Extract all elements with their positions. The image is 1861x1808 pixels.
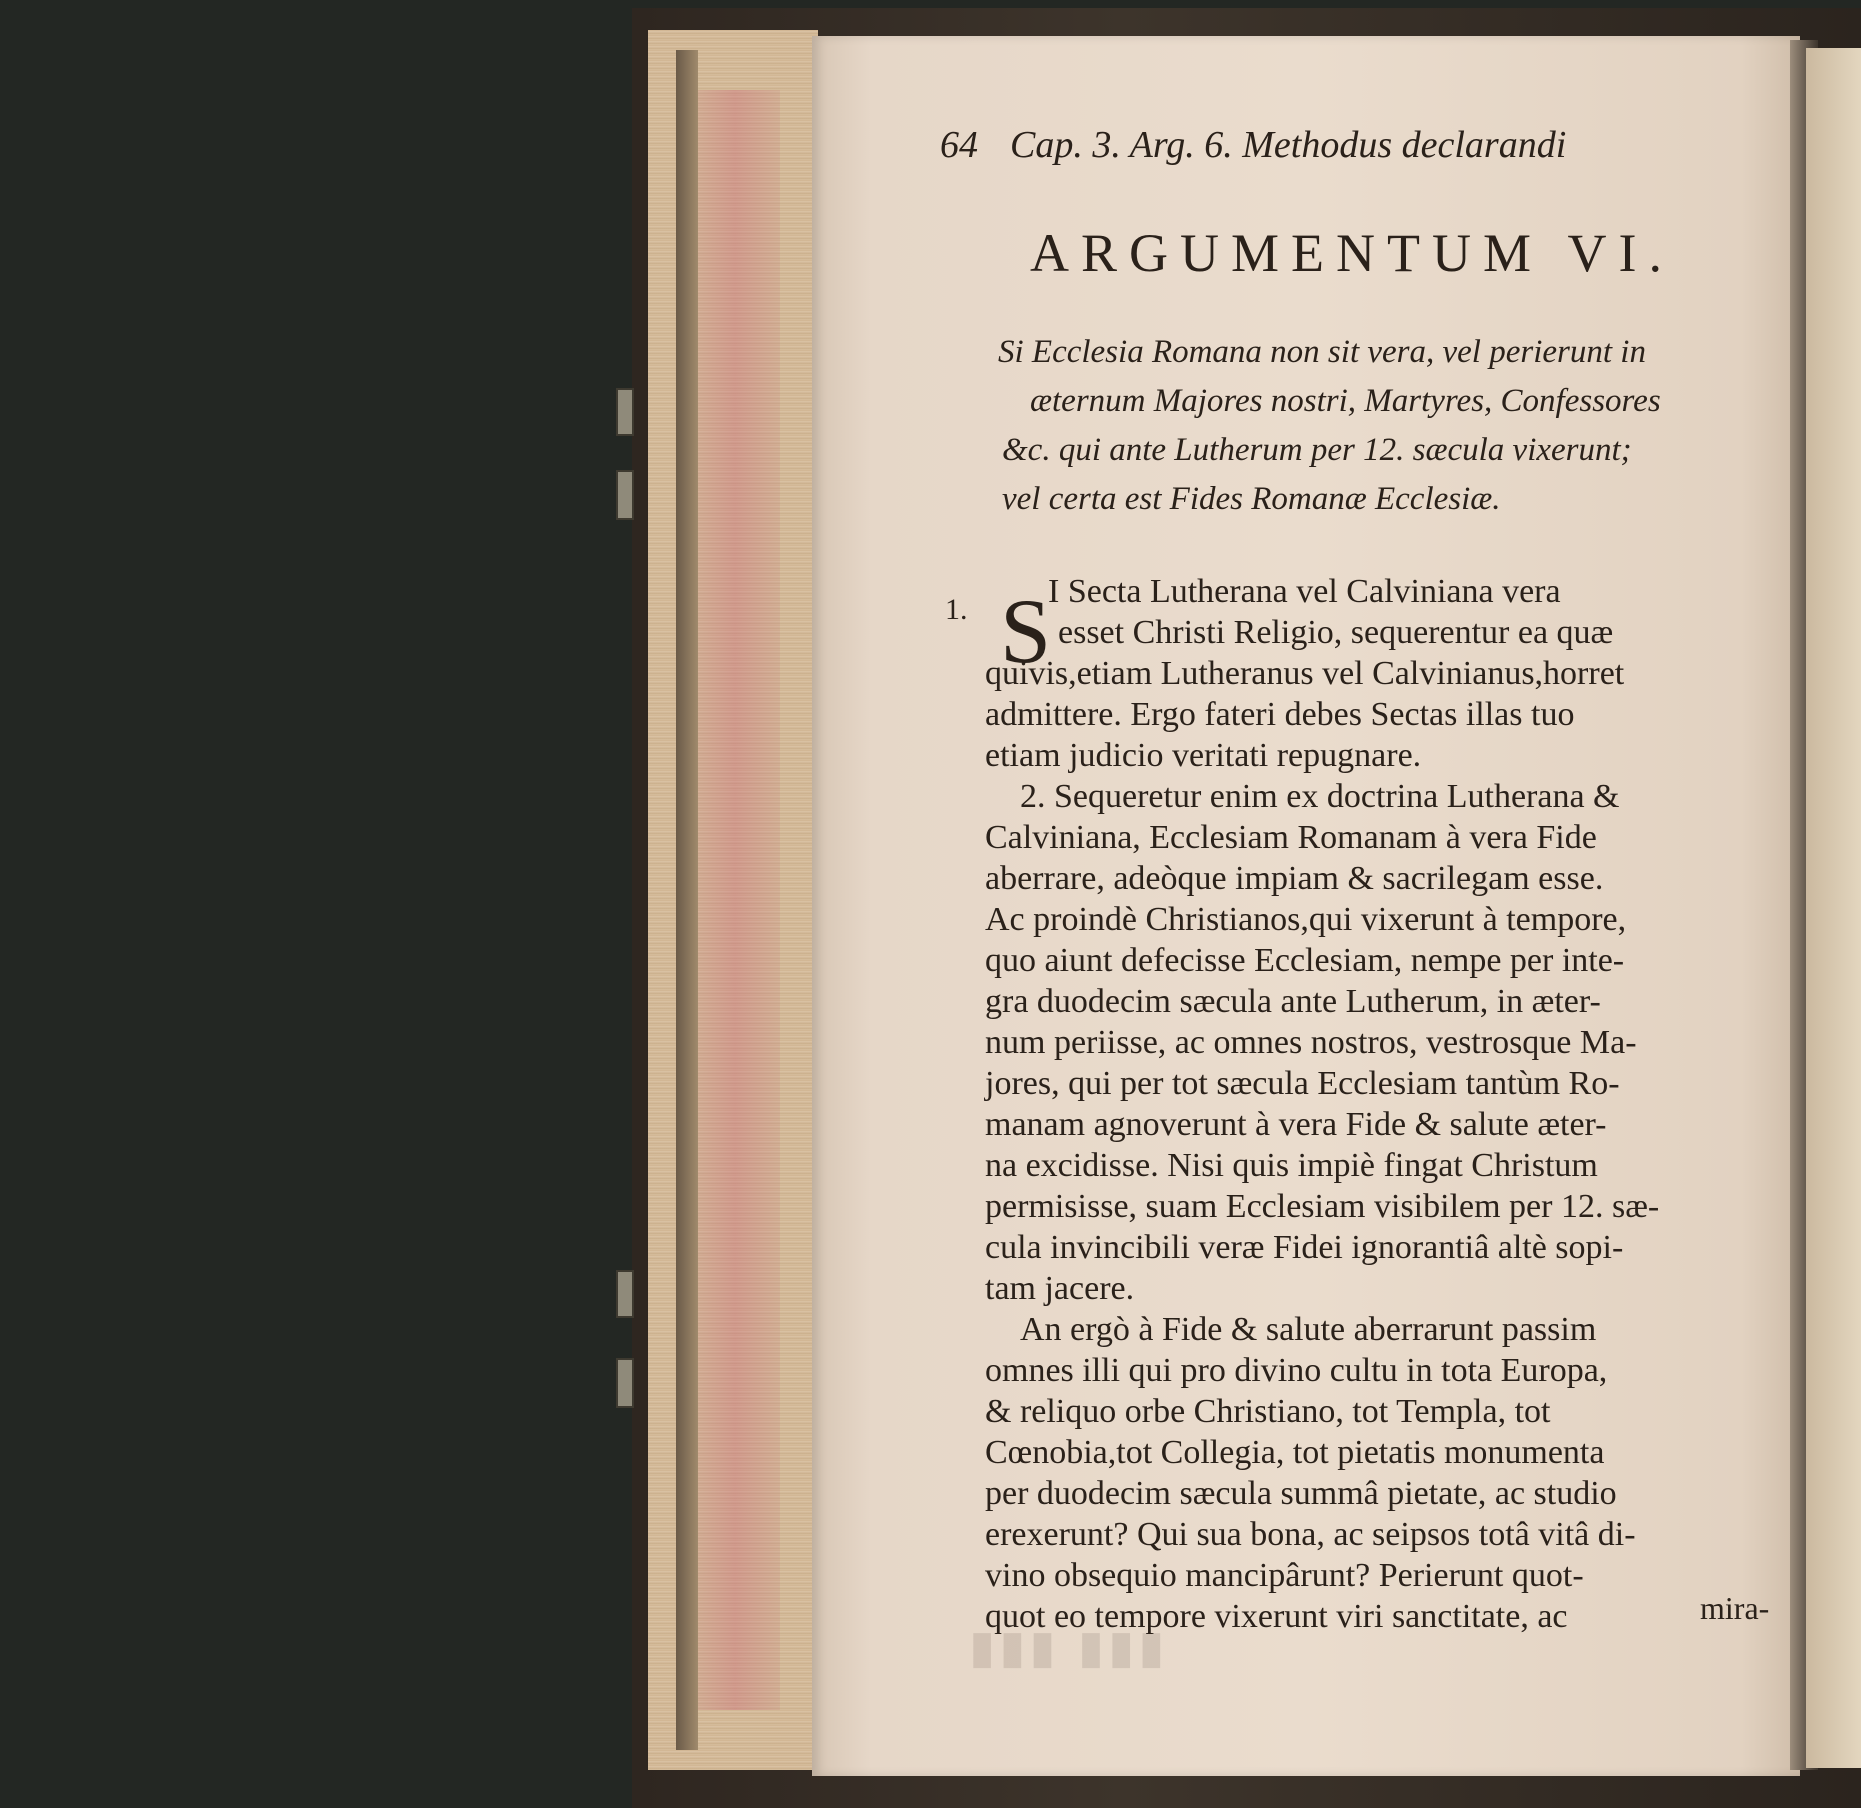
drop-cap: S: [1000, 580, 1052, 682]
show-through-text: ▮▮▮ ▮▮▮: [970, 1623, 1170, 1672]
body-line: etiam judicio veritati repugnare.: [985, 737, 1422, 774]
summary-line: vel certa est Fides Romanæ Ecclesiæ.: [1002, 481, 1501, 517]
body-line: jores, qui per tot sæcula Ecclesiam tantùm Ro-: [985, 1065, 1620, 1102]
body-line: erexerunt? Qui sua bona, ac seipsos totâ vitâ di-: [985, 1516, 1636, 1553]
page-number: 64: [940, 124, 978, 166]
body-line: admittere. Ergo fateri debes Sectas illas tuo: [985, 696, 1575, 733]
body-line: permisisse, suam Ecclesiam visibilem per 12. sæ-: [985, 1188, 1660, 1225]
clasp-hinge-icon: [616, 470, 634, 520]
body-line: quivis,etiam Lutheranus vel Calvinianus,horret: [985, 655, 1625, 692]
facing-page-edge: [1806, 48, 1861, 1768]
body-line: manam agnoverunt à vera Fide & salute æter-: [985, 1106, 1607, 1143]
summary-line: &c. qui ante Lutherum per 12. sæcula vixerunt;: [1002, 432, 1632, 468]
body-line: quo aiunt defecisse Ecclesiam, nempe per inte-: [985, 942, 1625, 979]
clasp-hinge-icon: [616, 388, 634, 436]
body-line: per duodecim sæcula summâ pietate, ac studio: [985, 1475, 1617, 1512]
fore-edge: [676, 50, 698, 1750]
body-line: quot eo tempore vixerunt viri sanctitate, ac: [985, 1598, 1568, 1635]
body-line: Cœnobia,tot Collegia, tot pietatis monumenta: [985, 1434, 1605, 1471]
body-line: cula invincibili veræ Fidei ignorantiâ altè sopi-: [985, 1229, 1624, 1266]
body-line: aberrare, adeòque impiam & sacrilegam esse.: [985, 860, 1604, 897]
body-line: Ac proindè Christianos,qui vixerunt à tempore,: [985, 901, 1627, 938]
summary-line: Si Ecclesia Romana non sit vera, vel perierunt in: [998, 334, 1646, 370]
running-head: Cap. 3. Arg. 6. Methodus declarandi: [1010, 124, 1567, 166]
body-line: omnes illi qui pro divino cultu in tota Europa,: [985, 1352, 1608, 1389]
body-line: & reliquo orbe Christiano, tot Templa, tot: [985, 1393, 1551, 1430]
clasp-hinge-icon: [616, 1358, 634, 1408]
body-line: An ergò à Fide & salute aberrarunt passim: [1020, 1311, 1597, 1348]
body-line: num periisse, ac omnes nostros, vestrosque Ma-: [985, 1024, 1637, 1061]
clasp-hinge-icon: [616, 1270, 634, 1318]
section-mark: 1.: [945, 593, 968, 626]
body-line: vino obsequio mancipârunt? Perierunt quot-: [985, 1557, 1584, 1594]
chapter-title: ARGUMENTUM VI.: [1030, 223, 1675, 283]
body-line: gra duodecim sæcula ante Lutherum, in æter-: [985, 983, 1601, 1020]
catchword: mira-: [1700, 1590, 1770, 1626]
body-line: tam jacere.: [985, 1270, 1135, 1307]
red-edge-stain: [690, 90, 780, 1710]
body-line: Calviniana, Ecclesiam Romanam à vera Fide: [985, 819, 1597, 856]
body-line: I Secta Lutherana vel Calviniana vera: [1048, 573, 1561, 610]
summary-line: æternum Majores nostri, Martyres, Confessores: [1030, 383, 1661, 419]
body-line: 2. Sequeretur enim ex doctrina Lutherana &: [1020, 778, 1620, 815]
body-line: na excidisse. Nisi quis impiè fingat Christum: [985, 1147, 1598, 1184]
body-line: esset Christi Religio, sequerentur ea quæ: [1058, 614, 1614, 651]
